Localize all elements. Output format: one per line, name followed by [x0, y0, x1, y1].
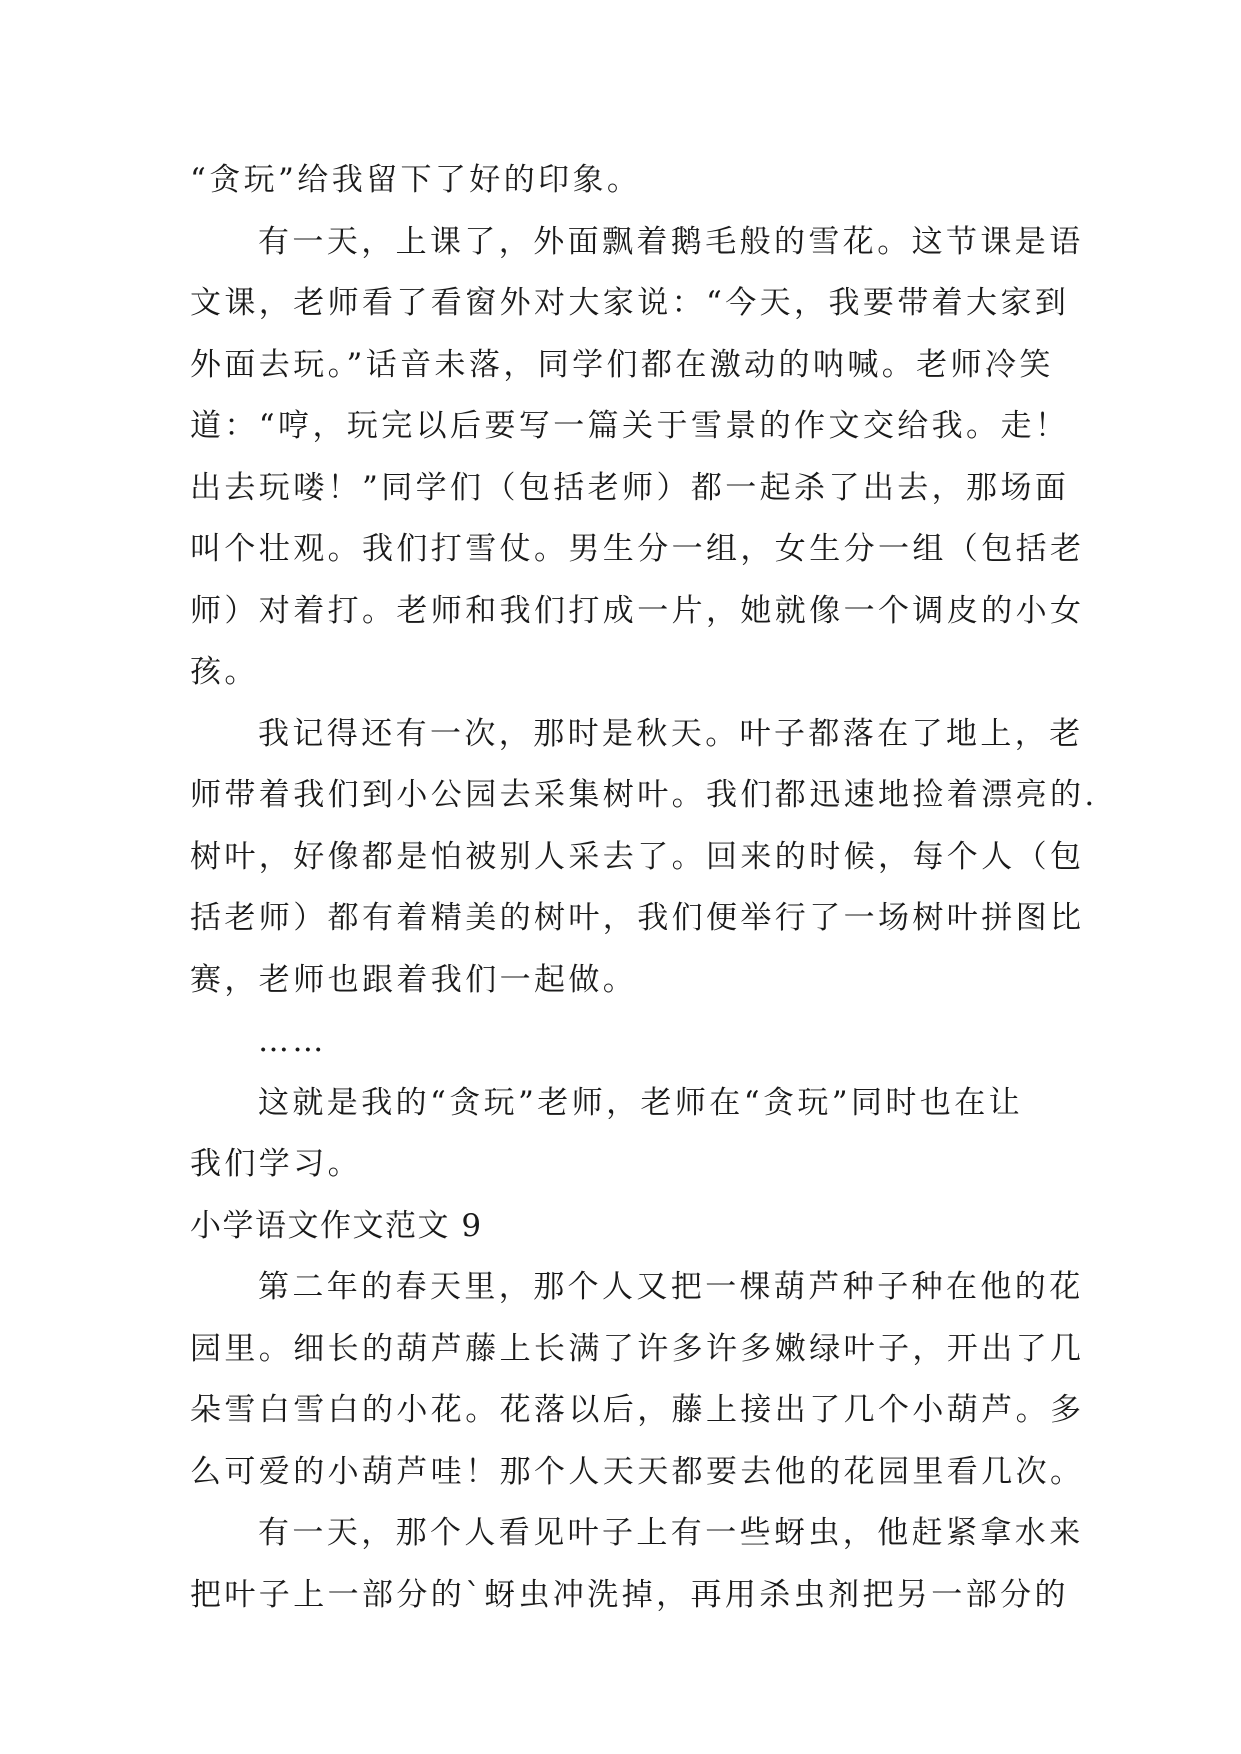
text-line: 孩。: [190, 654, 259, 690]
text-line: 我们学习。: [190, 1146, 362, 1182]
text-line: 文课，老师看了看窗外对大家说：“今天，我要带着大家到: [190, 285, 1070, 321]
text-line: 赛，老师也跟着我们一起做。: [190, 961, 638, 998]
text-line: 有一天，上课了，外面飘着鹅毛般的雪花。这节课是语: [258, 223, 1084, 260]
text-line: 师带着我们到小公园去采集树叶。我们都迅速地捡着漂亮的.: [190, 777, 1098, 813]
text-line: 括老师）都有着精美的树叶，我们便举行了一场树叶拼图比: [190, 900, 1085, 936]
ellipsis-line: ……: [258, 1023, 327, 1059]
text-line: “贪玩”给我留下了好的印象。: [190, 162, 642, 198]
text-line: 朵雪白雪白的小花。花落以后，藤上接出了几个小葫芦。多: [190, 1392, 1085, 1428]
text-line: 师）对着打。老师和我们打成一片，她就像一个调皮的小女: [190, 592, 1085, 629]
text-line: 么可爱的小葫芦哇！那个人天天都要去他的花园里看几次。: [190, 1453, 1085, 1490]
text-line: 外面去玩。”话音未落，同学们都在激动的呐喊。老师冷笑: [190, 346, 1054, 383]
text-line: 园里。细长的葫芦藤上长满了许多许多嫩绿叶子，开出了几: [190, 1330, 1085, 1367]
text-line: 把叶子上一部分的`蚜虫冲洗掉，再用杀虫剂把另一部分的: [190, 1576, 1069, 1613]
text-line: 有一天，那个人看见叶子上有一些蚜虫，他赶紧拿水来: [258, 1515, 1084, 1551]
text-line: 道：“哼，玩完以后要写一篇关于雪景的作文交给我。走！: [190, 408, 1070, 444]
section-heading: 小学语文作文范文 9: [190, 1207, 483, 1244]
text-line: 出去玩喽！”同学们（包括老师）都一起杀了出去，那场面: [190, 469, 1070, 506]
text-line: 叫个壮观。我们打雪仗。男生分一组，女生分一组（包括老: [190, 531, 1085, 567]
text-line: 树叶，好像都是怕被别人采去了。回来的时候，每个人（包: [190, 838, 1085, 875]
document-body: [190, 150, 1098, 1626]
text-line: 这就是我的“贪玩”老师，老师在“贪玩”同时也在让: [258, 1084, 1023, 1121]
text-line: 第二年的春天里，那个人又把一棵葫芦种子种在他的花: [258, 1269, 1084, 1305]
text-line: 我记得还有一次，那时是秋天。叶子都落在了地上，老: [258, 715, 1084, 752]
